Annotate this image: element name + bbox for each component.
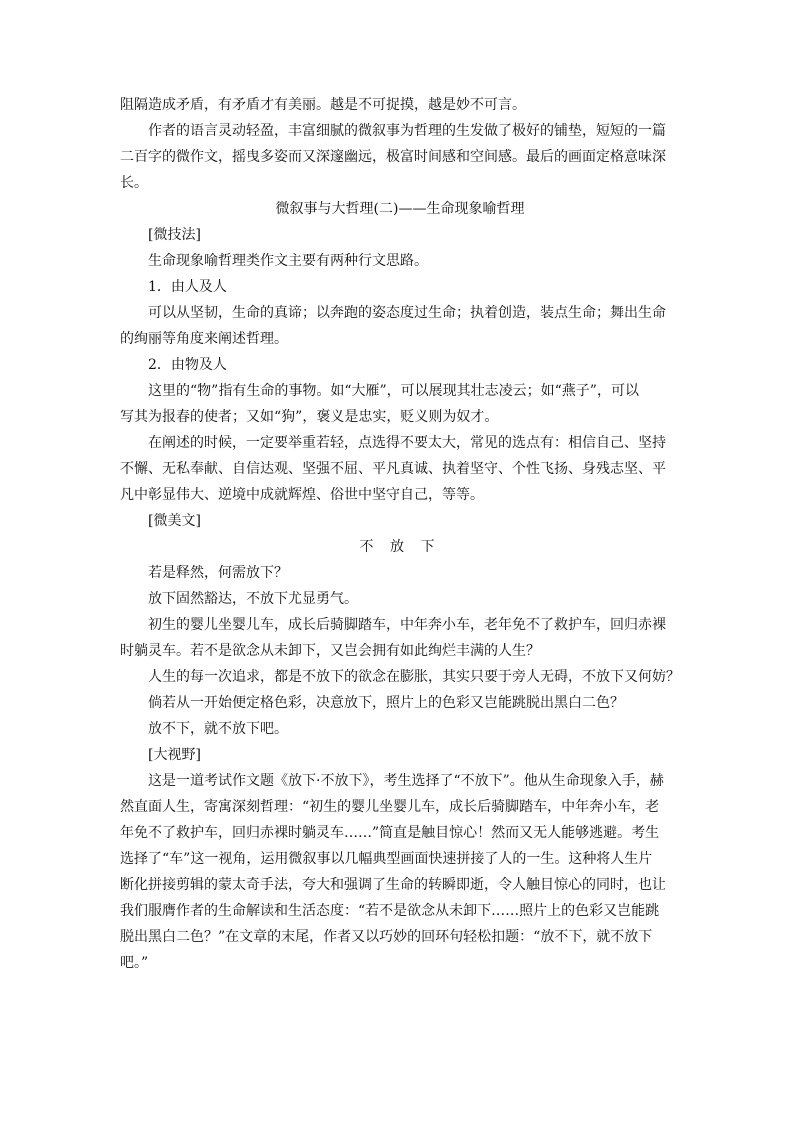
paragraph-line: 倘若从一开始便定格色彩，决意放下，照片上的色彩又岂能跳脱出黑白二色？ — [148, 695, 624, 711]
paragraph-line: 这是一道考试作文题《放下·不放下》，考生选择了“不放下”。他从生命现象入手，赫 — [148, 773, 664, 789]
paragraph-line: 长。 — [120, 175, 148, 191]
subheading: 1．由人及人 — [148, 279, 227, 295]
document-page — [120, 92, 680, 976]
paragraph-line: 脱出黑白二色？”在文章的末尾，作者又以巧妙的回环句轻松扣题：“放不下，就不放下 — [120, 929, 653, 945]
section-label: [大视野] — [148, 747, 201, 763]
section-title: 微叙事与大哲理(二)——生命现象喻哲理 — [275, 201, 525, 217]
paragraph-line: 可以从坚韧，生命的真谛；以奔跑的姿态度过生命；执着创造，装点生命；舞出生命 — [148, 305, 666, 321]
paragraph-line: 二百字的微作文，摇曳多姿而又深邃幽远，极富时间感和空间感。最后的画面定格意味深 — [120, 149, 666, 165]
paragraph-line: 若是释然，何需放下？ — [148, 565, 288, 581]
paragraph-line: 初生的婴儿坐婴儿车，成长后骑脚踏车，中年奔小车，老年免不了救护车，回归赤裸 — [148, 617, 666, 633]
paragraph-line: 这里的“物”指有生命的事物。如“大雁”，可以展现其壮志凌云；如“燕子”，可以 — [148, 383, 639, 399]
paragraph-line: 选择了“车”这一视角，运用微叙事以几幅典型画面快速拼接了人的一生。这种将人生片 — [120, 851, 653, 867]
section-label: [微技法] — [148, 227, 201, 243]
paragraph-line: 生命现象喻哲理类作文主要有两种行文思路。 — [148, 253, 428, 269]
paragraph-line: 写其为报春的使者；又如“狗”，褒义是忠实，贬义则为奴才。 — [120, 409, 499, 425]
paragraph-line: 然直面人生，寄寓深刻哲理：“初生的婴儿坐婴儿车，成长后骑脚踏车，中年奔小车，老 — [120, 799, 660, 815]
paragraph-line: 放下固然豁达，不放下尤显勇气。 — [148, 591, 358, 607]
paragraph-line: 年免不了救护车，回归赤裸时躺灵车……”简直是触目惊心！然而又无人能够逃避。考生 — [120, 825, 660, 841]
essay-title: 不 放 下 — [359, 539, 441, 555]
subheading: 2．由物及人 — [148, 357, 227, 373]
paragraph-line: 阻隔造成矛盾，有矛盾才有美丽。越是不可捉摸，越是妙不可言。 — [120, 97, 526, 113]
paragraph-line: 凡中彰显伟大、逆境中成就辉煌、俗世中坚守自己，等等。 — [120, 487, 484, 503]
paragraph-line: 我们服膺作者的生命解读和生活态度：“若不是欲念从未卸下……照片上的色彩又岂能跳 — [120, 903, 660, 919]
paragraph-line: 放不下，就不放下吧。 — [148, 721, 288, 737]
section-label: [微美文] — [148, 513, 201, 529]
paragraph-line: 人生的每一次追求，都是不放下的欲念在膨胀，其实只要于旁人无碍，不放下又何妨？ — [148, 669, 680, 685]
paragraph-line: 吧。” — [120, 955, 149, 971]
paragraph-line: 时躺灵车。若不是欲念从未卸下，又岂会拥有如此绚烂丰满的人生？ — [120, 643, 540, 659]
paragraph-line: 在阐述的时候，一定要举重若轻，点选得不要太大，常见的选点有：相信自己、坚持 — [148, 435, 666, 451]
paragraph-line: 不懈、无私奉献、自信达观、坚强不屈、平凡真诚、执着坚守、个性飞扬、身残志坚、平 — [120, 461, 666, 477]
paragraph-line: 断化拼接剪辑的蒙太奇手法，夸大和强调了生命的转瞬即逝，令人触目惊心的同时，也让 — [120, 877, 666, 893]
paragraph-line: 作者的语言灵动轻盈，丰富细腻的微叙事为哲理的生发做了极好的铺垫，短短的一篇 — [148, 123, 666, 139]
paragraph-line: 的绚丽等角度来阐述哲理。 — [120, 331, 288, 347]
